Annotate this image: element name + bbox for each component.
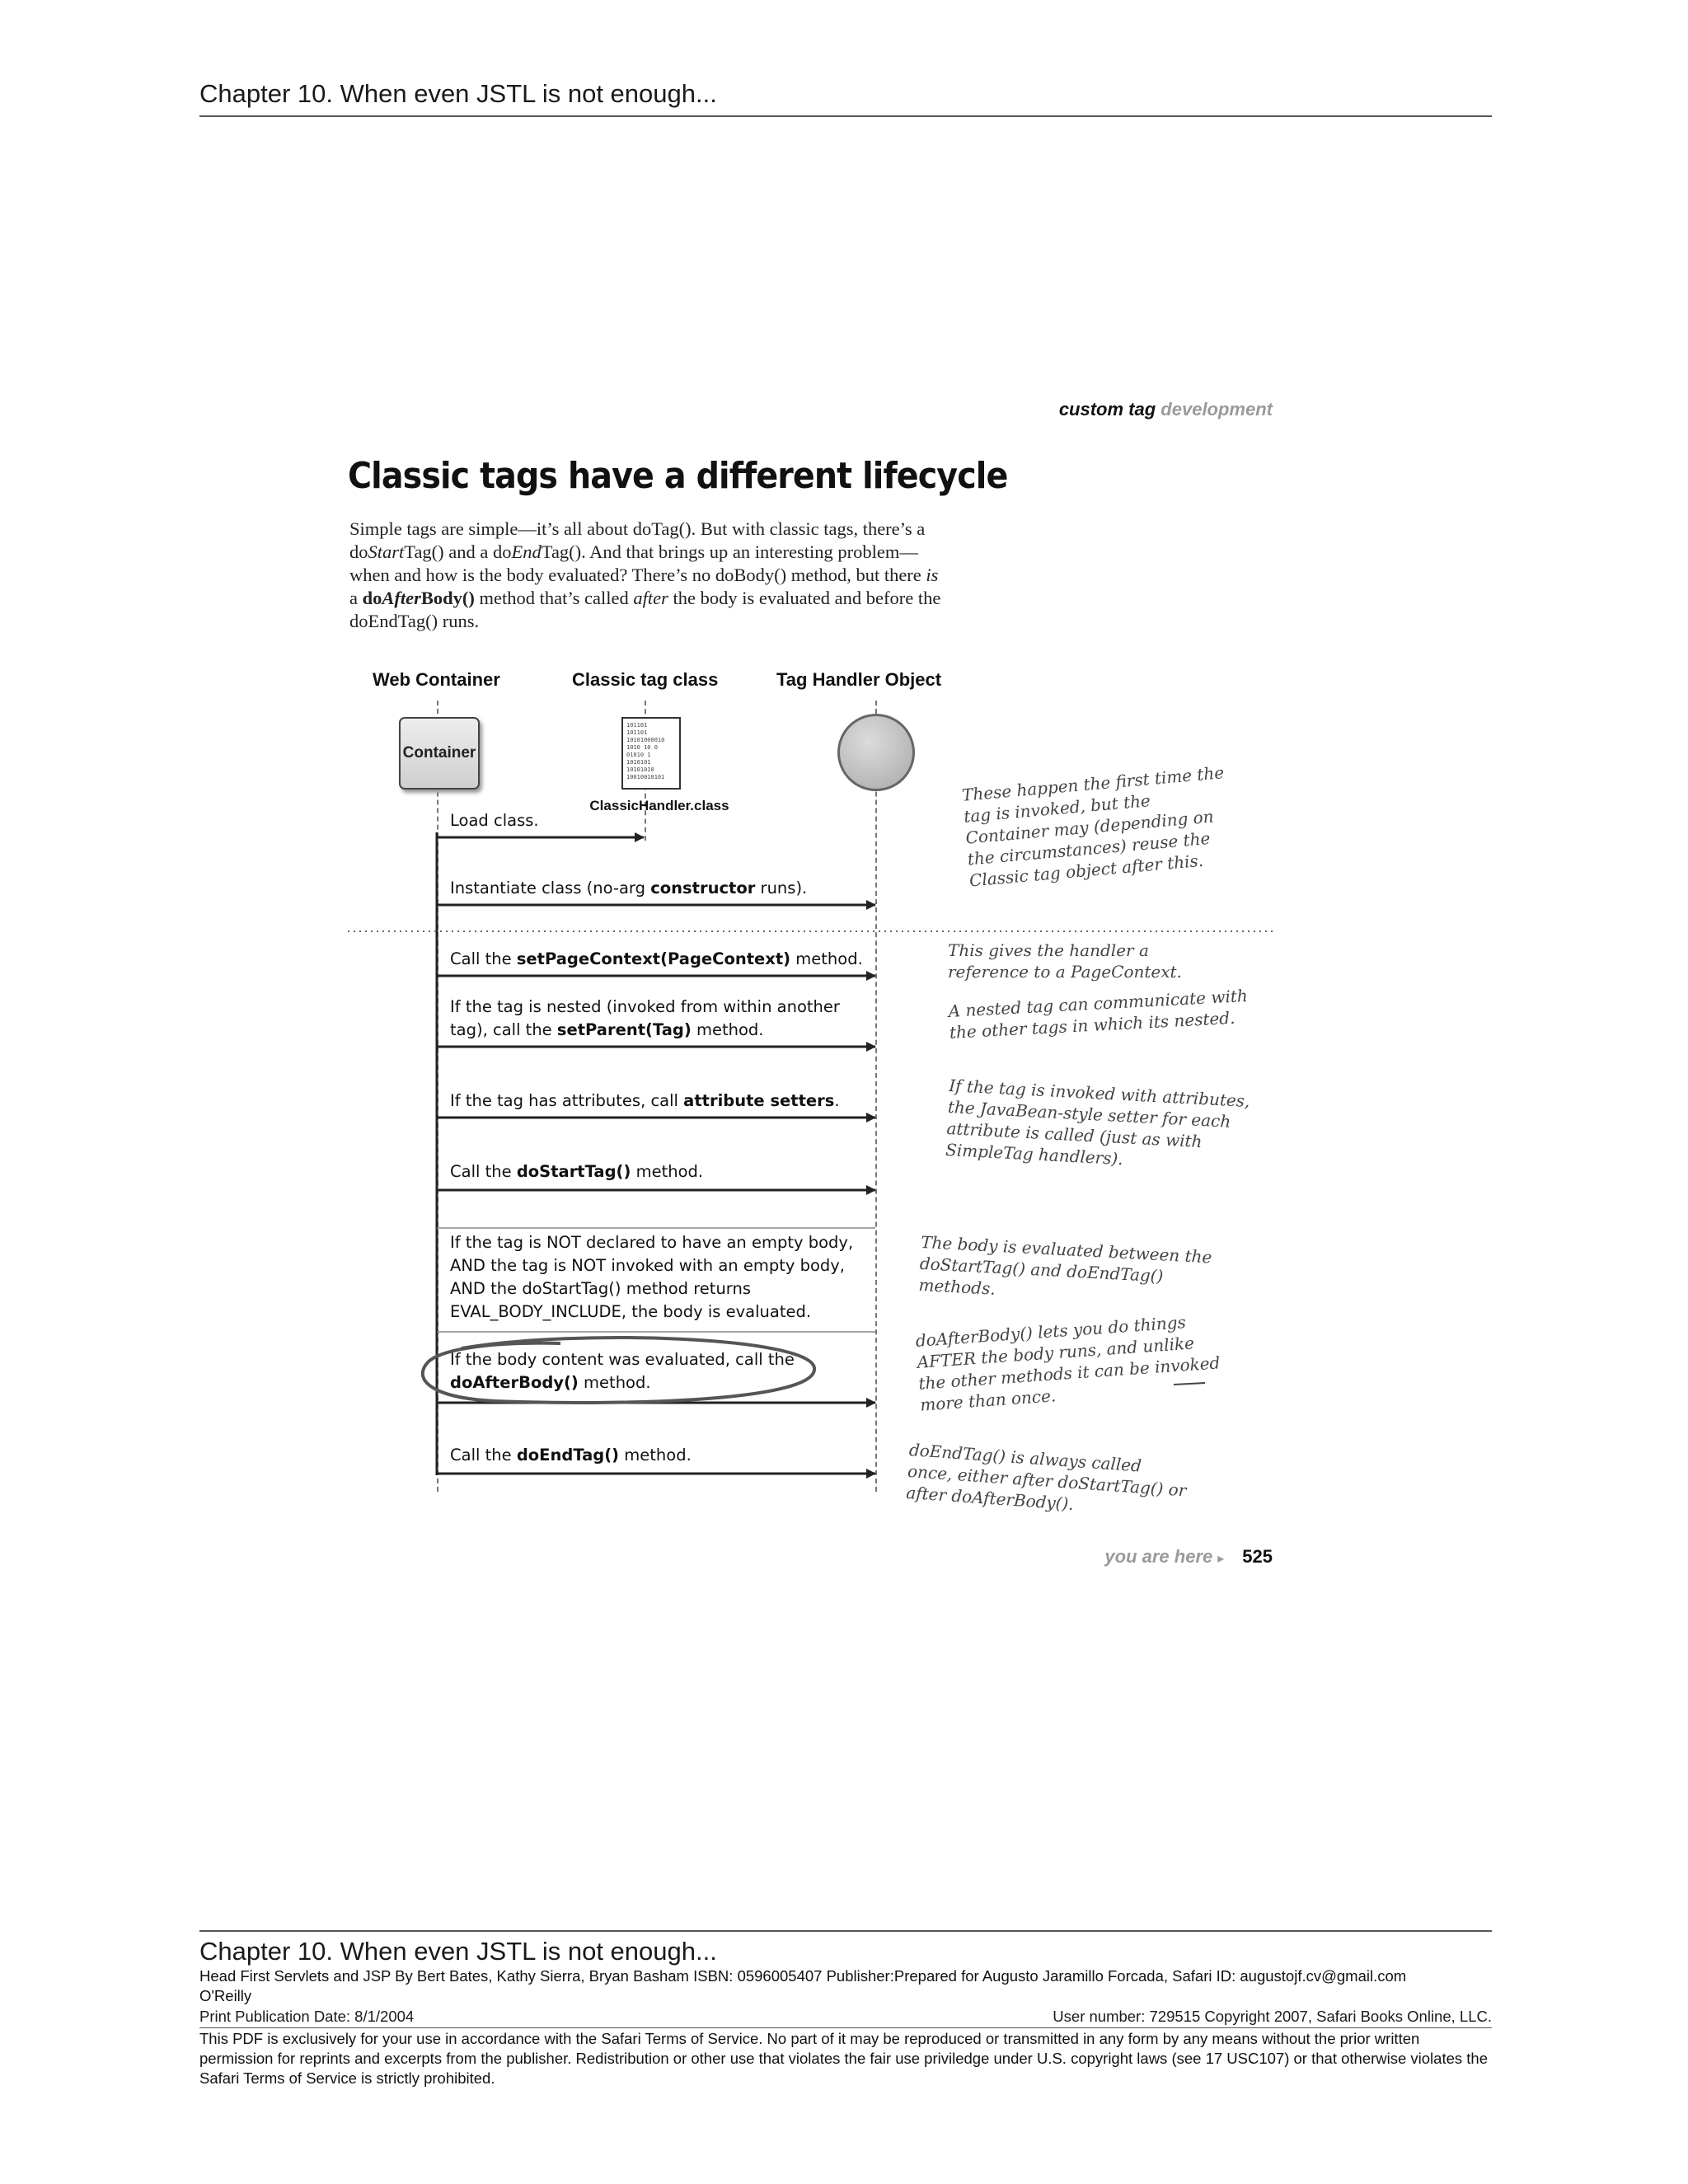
class-file-bits: 01010 1 — [626, 752, 651, 758]
note-attributes: If the tag is invoked with attributes, the JavaBean-style setter for each attribute is called (just as with SimpleTag handlers). — [945, 1075, 1251, 1169]
footer-user-copyright: User number: 729515 Copyright 2007, Safari Books Online, LLC. — [1053, 2008, 1492, 2025]
section-tag-bold: custom tag — [1058, 399, 1156, 419]
class-file-bits: 101101 — [626, 722, 648, 729]
note-body-evaluated: The body is evaluated between the doStartTag() and doEndTag() methods. — [917, 1231, 1212, 1299]
intro-text: Simple tags are simple—it’s all about doTag(). But with classic tags, there’s a do — [349, 518, 926, 562]
container-icon: Container — [399, 717, 480, 790]
section-tag-light: development — [1160, 399, 1273, 419]
note-nested: A nested tag can communicate with the other tags in which its nested. — [948, 985, 1249, 1043]
footer-inner-rule — [199, 2027, 1492, 2028]
step-text: If the body content was evaluated, call the — [450, 1350, 795, 1369]
page-number: 525 — [1242, 1546, 1273, 1567]
note-first-time: These happen the first time the tag is invoked, but the Container may (depending on the circumstances) reuse the Classic tag object after this. — [961, 762, 1225, 891]
step-text: Call the — [450, 1446, 517, 1465]
note-text: than once. — [962, 1385, 1057, 1413]
step-text: method. — [619, 1446, 692, 1465]
intro-end: End — [511, 541, 542, 562]
footer-top-rule — [199, 1930, 1492, 1932]
page-heading: Classic tags have a different lifecycle — [348, 455, 1008, 497]
column-classic-tag-class: Classic tag class — [572, 669, 719, 690]
step-constructor: constructor — [650, 879, 756, 898]
note-text: doAfterBody() lets you do things AFTER the body runs, and unlike the other methods it can be invoked — [915, 1312, 1221, 1394]
class-file-bits: 1010 10 0 — [626, 744, 658, 751]
step-text: method. — [691, 1020, 764, 1039]
footer-print-date: Print Publication Date: 8/1/2004 — [199, 2008, 415, 2025]
step-text: runs). — [755, 879, 808, 898]
step-setparent — [450, 996, 879, 1042]
class-file-label: ClassicHandler.class — [589, 798, 729, 813]
step-text: Call the — [450, 949, 517, 968]
step-doendtag — [450, 1444, 879, 1467]
intro-after-word: after — [633, 588, 668, 608]
intro-body: Body() — [420, 588, 475, 608]
step-text: Call the — [450, 1162, 517, 1181]
intro-after: After — [382, 588, 421, 608]
intro-do: do — [362, 588, 382, 608]
class-file-bits: 10101000010 — [626, 737, 665, 743]
step-text: . — [834, 1091, 840, 1110]
step-load-class: Load class. — [450, 811, 539, 830]
step-method: doEndTag() — [516, 1446, 620, 1465]
intro-text: a — [349, 588, 363, 608]
note-doendtag: doEndTag() is always called once, either after doStartTag() or after doAfterBody(). — [905, 1439, 1188, 1515]
footer-book-info: Head First Servlets and JSP By Bert Bates, Kathy Sierra, Bryan Basham ISBN: 0596005407 Publisher:Prepared for Augusto Jaramillo Forcada, Safari ID: augustojf.cv@gmail.com — [199, 1967, 1407, 1985]
intro-text: method that’s called — [474, 588, 634, 608]
you-are-here: you are here — [1104, 1546, 1213, 1567]
intro-text: Tag() and a do — [404, 541, 512, 562]
step-attribute-setters — [450, 1090, 879, 1113]
column-tag-handler-object: Tag Handler Object — [776, 669, 942, 690]
step-method: setPageContext(PageContext) — [516, 949, 791, 968]
step-method: doStartTag() — [516, 1162, 631, 1181]
step-text: If the tag has attributes, call — [450, 1091, 684, 1110]
note-more: more — [919, 1392, 964, 1415]
footer-chapter-title: Chapter 10. When even JSTL is not enough... — [199, 1937, 717, 1966]
step-method: attribute setters — [683, 1091, 835, 1110]
step-method: setParent(Tag) — [556, 1020, 692, 1039]
footer-terms: This PDF is exclusively for your use in accordance with the Safari Terms of Service. No part of it may be reproduced or transmitted in any form by any means without the prior written permission for reprints and excerpts from the publisher. Redistribution or other use that violates the fair use priviledge under U.S. copyright laws (see 17 USC107) or that otherwise violates the Safari Terms of Service is strictly prohibited. — [199, 2030, 1488, 2087]
step-text: method. — [790, 949, 863, 968]
column-web-container: Web Container — [373, 669, 500, 690]
step-method: doAfterBody() — [450, 1373, 579, 1392]
class-file-bits: 1010101 — [626, 759, 651, 766]
class-file-bits: 10010010101 — [626, 774, 665, 780]
page-number-block — [989, 1546, 1273, 1568]
step-doafterbody — [450, 1348, 879, 1394]
class-file-bits: 101101 — [626, 729, 648, 736]
intro-text: Tag(). And that brings up an interesting problem—when and how is the body evaluated? There’s no doBody() method, but there — [349, 541, 926, 585]
step-text: method. — [631, 1162, 704, 1181]
step-dostarttag — [450, 1160, 879, 1183]
triangle-right-icon: ▸ — [1217, 1552, 1225, 1566]
note-pagecontext: This gives the handler a reference to a PageContext. — [948, 940, 1182, 982]
intro-text: the body is evaluated and before the doEndTag() runs. — [349, 588, 941, 631]
step-text: Instantiate class (no-arg — [450, 879, 651, 898]
step-body-evaluated: If the tag is NOT declared to have an empty body, AND the tag is NOT invoked with an empty body, AND the doStartTag() method returns EVAL_BODY_INCLUDE, the body is evaluated. — [450, 1233, 854, 1321]
class-file-bits: 10101010 — [626, 766, 654, 773]
step-setpagecontext — [450, 948, 879, 971]
footer-publisher: O'Reilly — [199, 1987, 252, 2004]
intro-start: Start — [368, 541, 405, 562]
step-instantiate — [450, 877, 879, 900]
step-text: method. — [578, 1373, 651, 1392]
chapter-header: Chapter 10. When even JSTL is not enough... — [199, 79, 717, 108]
intro-is: is — [926, 565, 939, 585]
step-text: If the tag is nested (invoked from within another tag), call the — [450, 997, 840, 1039]
